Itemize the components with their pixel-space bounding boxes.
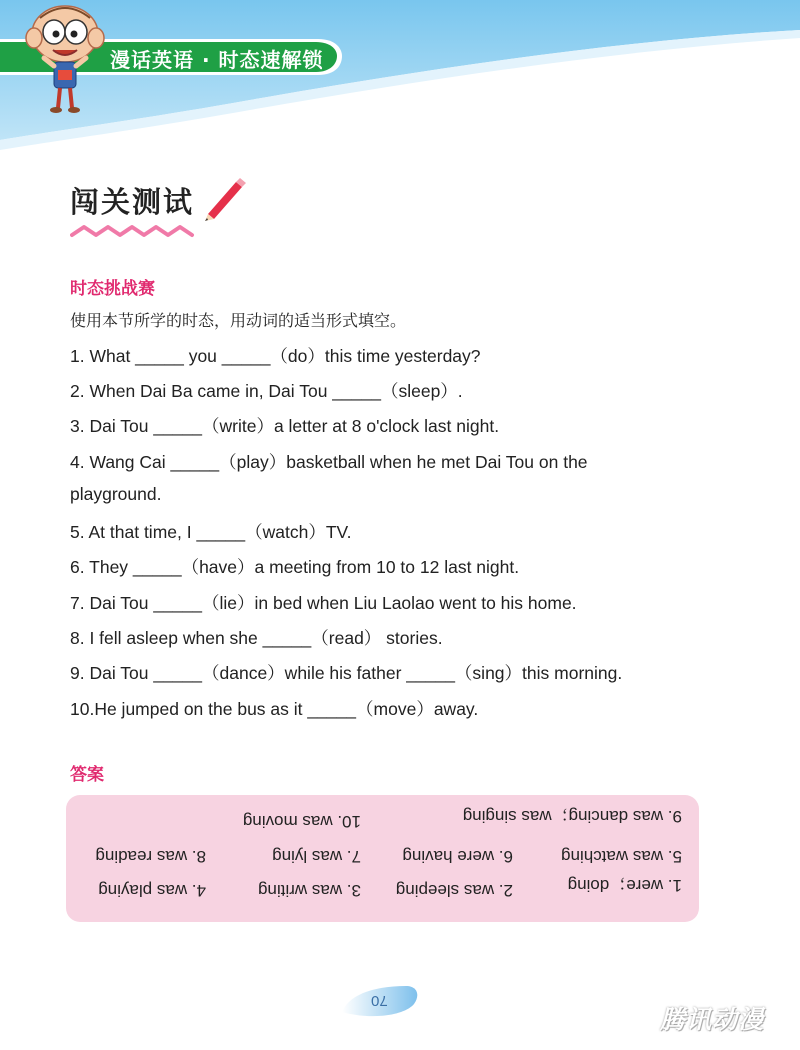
- question-line: 6. They _____（have）a meeting from 10 to 12 last night.: [70, 557, 520, 577]
- answer-item: 9. was dancing；was singing: [462, 807, 682, 826]
- answer-item: 1. were；doing: [567, 876, 682, 895]
- answer-row-3: [66, 807, 699, 831]
- answer-item: 8. was reading: [95, 847, 206, 866]
- answers-title: 答案: [70, 765, 104, 785]
- question-line: 10.He jumped on the bus as it _____（move）away.: [70, 699, 479, 719]
- answer-item: 2. was sleeping: [395, 881, 513, 900]
- question-line: 7. Dai Tou _____（lie）in bed when Liu Laolao went to his home.: [70, 593, 577, 613]
- instruction-text: 使用本节所学的时态，用动词的适当形式填空。: [70, 311, 407, 330]
- mascot-icon: [20, 4, 110, 116]
- question-line: 9. Dai Tou _____（dance）while his father _____（sing）this morning.: [70, 663, 623, 683]
- answer-item: 6. were having: [402, 847, 513, 866]
- series-title: 漫话英语 · 时态速解锁: [110, 48, 324, 72]
- question-line: 5. At that time, I _____（watch）TV.: [70, 522, 352, 542]
- question-line: 2. When Dai Ba came in, Dai Tou _____（sleep）.: [70, 381, 463, 401]
- answer-item: 5. was watching: [561, 847, 682, 866]
- answer-row-2: [66, 842, 699, 866]
- watermark: 腾讯动漫: [660, 1005, 765, 1034]
- question-line: playground.: [70, 484, 162, 504]
- page-number: 70: [371, 992, 388, 1009]
- section-title: 闯关测试: [70, 185, 195, 219]
- question-line: 3. Dai Tou _____（write）a letter at 8 o'clock last night.: [70, 416, 500, 436]
- pencil-icon: [200, 176, 246, 222]
- answer-item: 7. was lying: [272, 847, 361, 866]
- zigzag-underline: [70, 222, 198, 240]
- answer-item: 4. was playing: [98, 881, 206, 900]
- sky-background: [0, 0, 800, 160]
- answer-item: 3. was writing: [258, 881, 361, 900]
- challenge-title: 时态挑战赛: [70, 279, 155, 299]
- answer-row-1: [66, 876, 699, 900]
- question-line: 8. I fell asleep when she _____（read） stories.: [70, 628, 443, 648]
- answer-box: [66, 795, 699, 922]
- answer-item: 10. was moving: [242, 812, 361, 831]
- question-line: 4. Wang Cai _____（play）basketball when he met Dai Tou on the: [70, 452, 588, 472]
- question-line: 1. What _____ you _____（do）this time yesterday?: [70, 346, 481, 366]
